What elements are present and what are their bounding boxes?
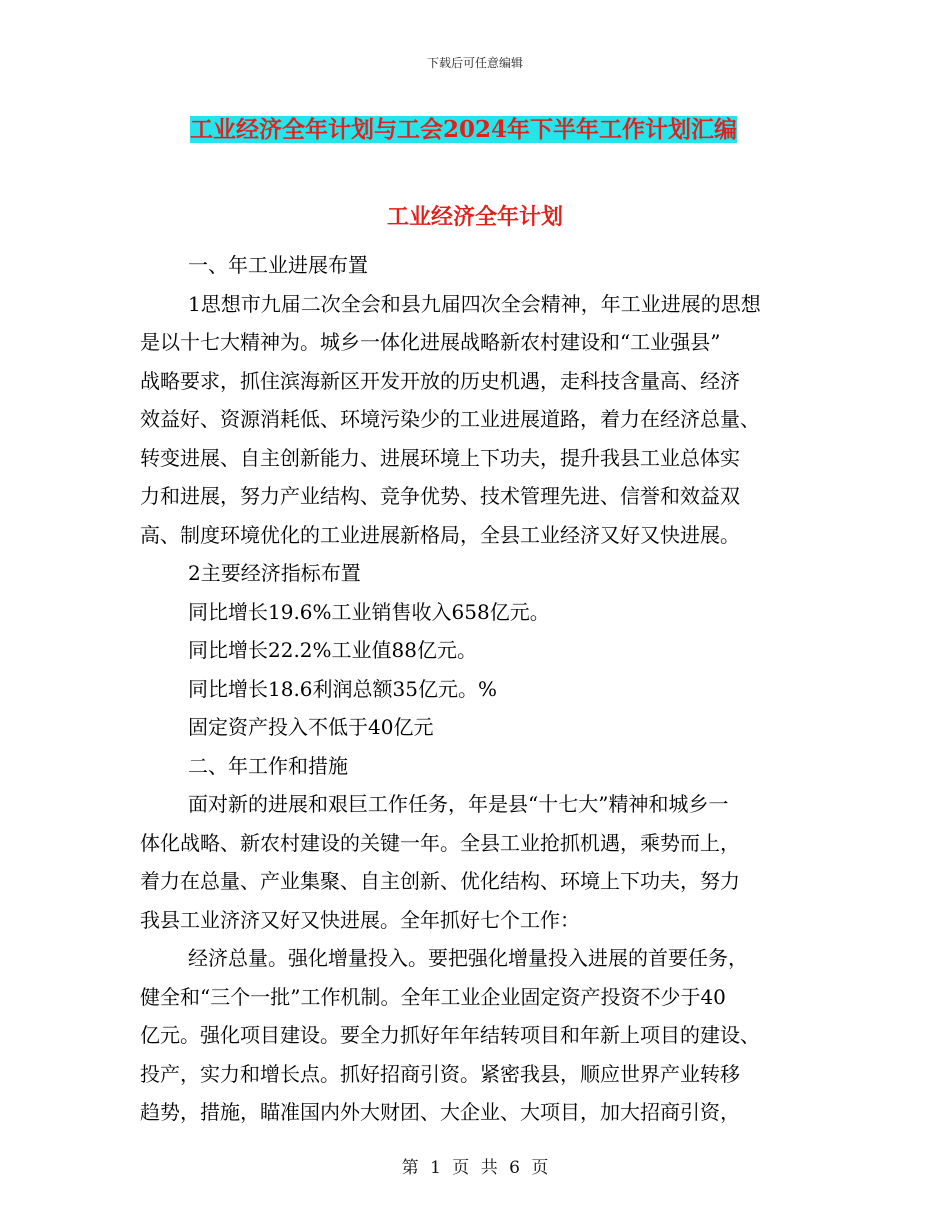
paragraph-line: 我县工业济济又好又快进展。全年抓好七个工作： — [140, 907, 580, 932]
paragraph-line: 面对新的进展和艰巨工作任务，年是县“十七大”精神和城乡一 — [188, 792, 729, 816]
document-title — [188, 113, 739, 147]
paragraph-line: 趋势，措施，瞄准国内外大财团、大企业、大项目，加大招商引资， — [140, 1100, 740, 1124]
heading-1: 一、年工业进展布置 — [188, 253, 368, 277]
section-title: 工业经济全年计划 — [386, 204, 563, 230]
paragraph-line: 健全和“三个一批”工作机制。全年工业企业固定资产投资不少于40 — [140, 984, 726, 1009]
paragraph-line: 体化战略、新农村建设的关键一年。全县工业抢抓机遇，乘势而上， — [140, 830, 740, 855]
indicator-line: 固定资产投入不低于40亿元 — [188, 715, 434, 739]
indicator-line: 同比增长18.6利润总额35亿元。% — [188, 676, 497, 701]
paragraph-line: 转变进展、自主创新能力、进展环境上下功夫，提升我县工业总体实 — [140, 445, 740, 470]
paragraph-line: 战略要求，抓住滨海新区开发开放的历史机遇，走科技含量高、经济 — [140, 368, 740, 393]
indicator-line: 同比增长22.2%工业值88亿元。 — [188, 638, 477, 662]
paragraph-line: 效益好、资源消耗低、环境污染少的工业进展道路，着力在经济总量、 — [140, 407, 760, 431]
indicator-line: 同比增长19.6%工业销售收入658亿元。 — [188, 599, 550, 624]
heading-2: 二、年工作和措施 — [188, 753, 348, 778]
paragraph-line: 1思想市九届二次全会和县九届四次全会精神，年工业进展的思想 — [188, 291, 761, 316]
paragraph-line: 力和进展，努力产业结构、竞争优势、技术管理先进、信誉和效益双 — [140, 484, 740, 508]
page-number: 第 1 页 共 6 页 — [401, 1158, 549, 1178]
paragraph-line: 经济总量。强化增量投入。要把强化增量投入进展的首要任务， — [188, 946, 748, 970]
paragraph-line: 是以十七大精神为。城乡一体化进展战略新农村建设和“工业强县” — [140, 330, 721, 354]
paragraph-line: 着力在总量、产业集聚、自主创新、优化结构、环境上下功夫，努力 — [140, 869, 740, 893]
paragraph-line: 亿元。强化项目建设。要全力抓好年年结转项目和年新上项目的建设、 — [140, 1023, 760, 1047]
paragraph-line: 高、制度环境优化的工业进展新格局，全县工业经济又好又快进展。 — [140, 522, 740, 547]
paragraph-line: 投产，实力和增长点。抓好招商引资。紧密我县，顺应世界产业转移 — [140, 1061, 740, 1086]
subheading: 2主要经济指标布置 — [188, 561, 361, 585]
header-note: 下载后可任意编辑 — [426, 56, 523, 70]
document-title-text: 工业经济全年计划与工会2024年下半年工作计划汇编 — [190, 116, 738, 143]
document-body — [140, 246, 820, 1132]
